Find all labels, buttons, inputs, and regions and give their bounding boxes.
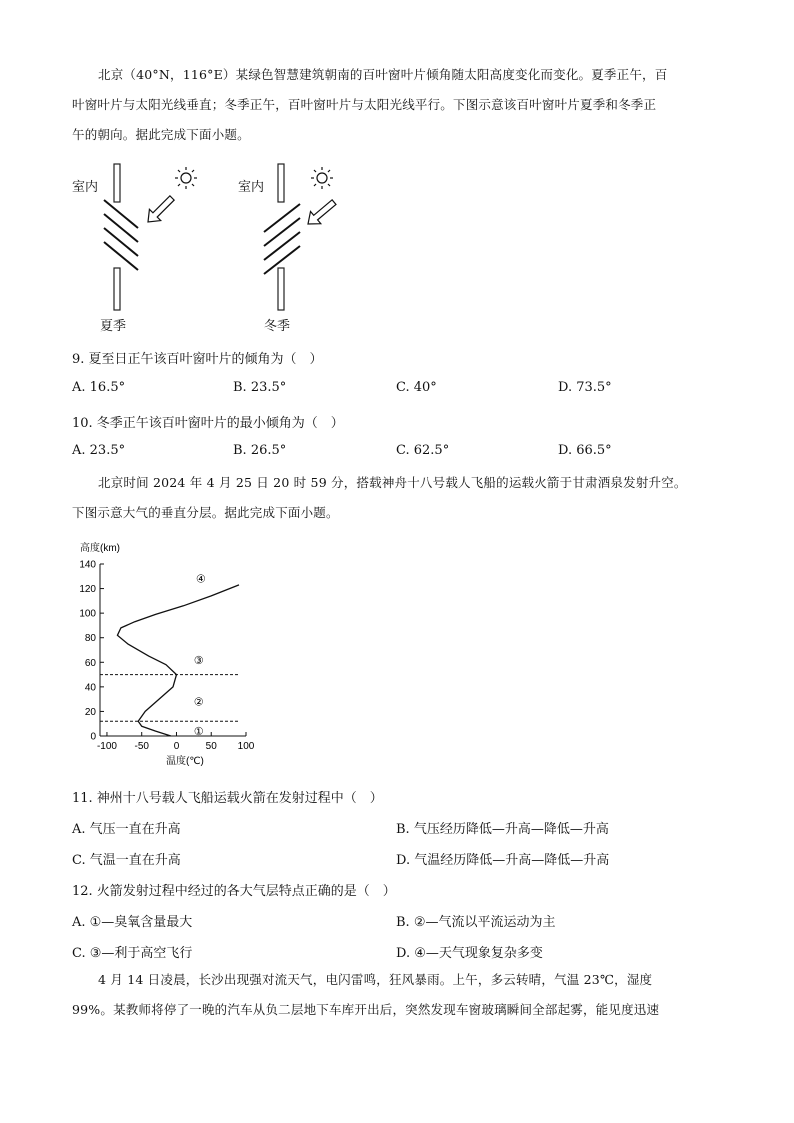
passage-2-line-2: 下图示意大气的垂直分层。据此完成下面小题。 [72,505,339,520]
summer-label: 夏季 [100,319,127,334]
q11-option-c[interactable]: C. 气温一直在升高 [72,853,181,868]
summer-wall-top [114,164,120,202]
q12-option-b[interactable]: B. ②—气流以平流运动为主 [396,915,556,930]
summer-slats [104,200,138,270]
question-9: 9. 夏至日正午该百叶窗叶片的倾角为（ ） [72,352,323,367]
y-tick-label: 140 [79,559,96,571]
q9-option-b[interactable]: B. 23.5° [233,380,287,395]
y-tick-label: 40 [84,682,96,694]
x-tick-label: 50 [205,741,217,752]
question-12: 12. 火箭发射过程中经过的各大气层特点正确的是（ ） [72,884,396,899]
winter-slats [264,204,300,274]
x-tick-label: 0 [173,741,180,752]
y-axis-label: 高度(km) [80,543,120,554]
louver-diagram [70,160,350,340]
winter-indoor-label: 室内 [238,180,265,195]
y-tick-label: 0 [90,731,96,743]
x-tick-label: 100 [237,741,255,752]
question-11: 11. 神州十八号载人飞船运载火箭在发射过程中（ ） [72,791,383,806]
layer-label: ② [193,696,204,709]
layer-label: ③ [193,654,204,667]
temperature-curve [117,585,239,739]
arrow-down-left-icon [303,196,339,230]
y-tick-label: 80 [84,633,96,645]
passage-2-line-1: 北京时间 2024 年 4 月 25 日 20 时 59 分，搭载神舟十八号载人飞船的运载火箭于甘肃酒泉发射升空。 [98,475,687,490]
arrow-down-left-icon [142,192,177,227]
q12-option-a[interactable]: A. ①—臭氧含量最大 [72,915,193,930]
y-tick-label: 60 [84,657,96,669]
x-tick-label: -100 [96,741,117,752]
y-tick-label: 20 [84,706,96,718]
passage-2 [72,468,720,528]
atmosphere-chart-svg [66,536,266,766]
q9-option-c[interactable]: C. 40° [396,380,437,395]
q11-option-b[interactable]: B. 气压经历降低—升高—降低—升高 [396,822,609,837]
winter-wall-top [278,164,284,202]
winter-wall-bottom [278,268,284,310]
layer-label: ④ [195,573,206,586]
q9-option-d[interactable]: D. 73.5° [558,380,612,395]
winter-label: 冬季 [264,319,291,334]
x-tick-label: -50 [134,741,149,752]
sun-icon [175,167,197,189]
q10-option-b[interactable]: B. 26.5° [233,443,287,458]
q10-option-a[interactable]: A. 23.5° [72,443,126,458]
q11-option-a[interactable]: A. 气压一直在升高 [72,822,181,837]
q9-option-a[interactable]: A. 16.5° [72,380,126,395]
passage-1 [72,60,720,150]
passage-1-line-2: 叶窗叶片与太阳光线垂直；冬季正午，百叶窗叶片与太阳光线平行。下图示意该百叶窗叶片夏季和冬季正 [72,97,657,112]
q10-option-c[interactable]: C. 62.5° [396,443,450,458]
louver-figure [70,160,350,340]
q12-option-c[interactable]: C. ③—利于高空飞行 [72,946,193,961]
q12-option-d[interactable]: D. ④—天气现象复杂多变 [396,946,543,961]
atmosphere-chart [66,536,266,766]
summer-wall-bottom [114,268,120,310]
q11-option-d[interactable]: D. 气温经历降低—升高—降低—升高 [396,853,610,868]
q10-option-d[interactable]: D. 66.5° [558,443,612,458]
y-tick-label: 100 [79,608,96,620]
summer-indoor-label: 室内 [72,180,99,195]
sun-icon [311,167,333,189]
passage-1-line-1: 北京（40°N，116°E）某绿色智慧建筑朝南的百叶窗叶片倾角随太阳高度变化而变化。夏季正午，百 [98,67,668,82]
question-10: 10. 冬季正午该百叶窗叶片的最小倾角为（ ） [72,416,344,431]
passage-3-line-2: 99%。某教师将停了一晚的汽车从负二层地下车库开出后，突然发现车窗玻璃瞬间全部起雾，能见度迅速 [72,1002,660,1017]
x-axis-label: 温度(℃) [166,756,204,766]
y-tick-label: 120 [79,584,96,596]
passage-3 [72,965,720,1025]
passage-1-line-3: 午的朝向。据此完成下面小题。 [72,127,250,142]
passage-3-line-1: 4 月 14 日凌晨，长沙出现强对流天气，电闪雷鸣，狂风暴雨。上午，多云转晴，气温 23℃，湿度 [98,972,653,987]
layer-label: ① [193,726,204,739]
